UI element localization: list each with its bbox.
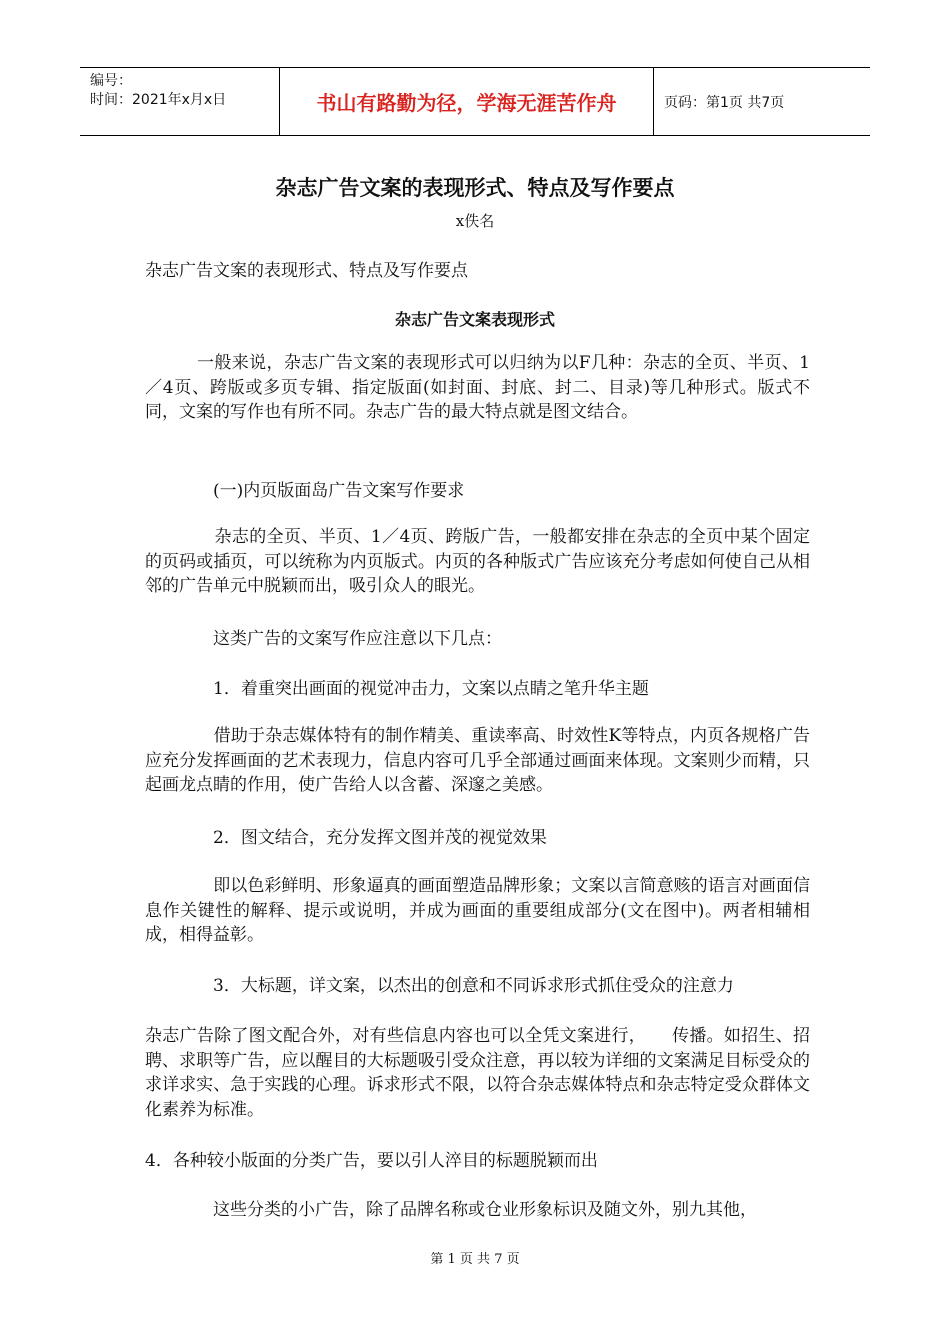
paragraph: 借助于杂志媒体特有的制作精美、重读率高、时效性K等特点，内页各规格广告应充分发挥画面的艺术表现力，信息内容可几乎全部通过画面来体现。文案则少而精，只起画龙点睛的作用，使广告给人以含蓄、深邃之美感。 <box>145 726 810 795</box>
header-table <box>80 67 870 136</box>
paragraph: 即以色彩鲜明、形象逼真的画面塑造品牌形象；文案以言简意赅的语言对画面信息作关键性的解释、提示或说明，并成为画面的重要组成部分(文在图中)。两者相辅相成，相得益彰。 <box>145 876 810 945</box>
paragraph: 杂志的全页、半页、1／4页、跨版广告，一般都安排在杂志的全页中某个固定的页码或插页，可以统称为内页版式。内页的各种版式广告应该充分考虑如何使自己从相邻的广告单元中脱颖而出，吸引众人的眼光。 <box>145 527 810 596</box>
header-meta-cell <box>80 68 280 135</box>
document-title: 杂志广告文案的表现形式、特点及写作要点 <box>275 176 675 200</box>
paragraph: 这些分类的小广告，除了品牌名称或仓业形象标识及随文外，别九其他， <box>145 1200 757 1220</box>
paragraph: 3．大标题，详文案，以杰出的创意和不同诉求形式抓住受众的注意力 <box>145 976 734 996</box>
paragraph: 杂志广告除了图文配合外，对有些信息内容也可以全凭文案进行， 传播。如招生、招聘、求职等广告，应以醒目的大标题吸引受众注意，再以较为详细的文案满足目标受众的求详求实、急于实践的心理。诉求形式不限，以符合杂志媒体特点和杂志特定受众群体文化素养为标准。 <box>145 1026 810 1120</box>
paragraph: 1．着重突出画面的视觉冲击力，文案以点睛之笔升华主题 <box>145 679 649 699</box>
paragraph: 2．图文结合，充分发挥文图并茂的视觉效果 <box>145 828 547 848</box>
footer-page-number: 第 1 页 共 7 页 <box>430 1252 520 1267</box>
paragraph: 一般来说，杂志广告文案的表现形式可以归纳为以F几种：杂志的全页、半页、1／4页、跨版或多页专辑、指定版面(如封面、封底、封二、目录)等几种形式。版式不同，文案的写作也有所不同。杂志广告的最大特点就是图文结合。 <box>145 353 810 422</box>
document-date-label: 时间：2021年x月x日 <box>90 92 227 108</box>
intro-line: 杂志广告文案的表现形式、特点及写作要点 <box>145 261 468 281</box>
header-page-info: 页码：第1页 共7页 <box>664 94 785 111</box>
paragraph: 4．各种较小版面的分类广告，要以引人淬目的标题脱颖而出 <box>145 1151 598 1171</box>
section-heading: 杂志广告文案表现形式 <box>394 310 555 329</box>
header-motto: 书山有路勤为径，学海无涯苦作舟 <box>280 68 654 135</box>
document-author: x佚名 <box>455 212 495 230</box>
document-number-label: 编号： <box>90 73 132 89</box>
paragraph: 这类广告的文案写作应注意以下几点： <box>145 629 502 649</box>
paragraph: (一)内页版面岛广告文案写作要求 <box>145 481 465 501</box>
